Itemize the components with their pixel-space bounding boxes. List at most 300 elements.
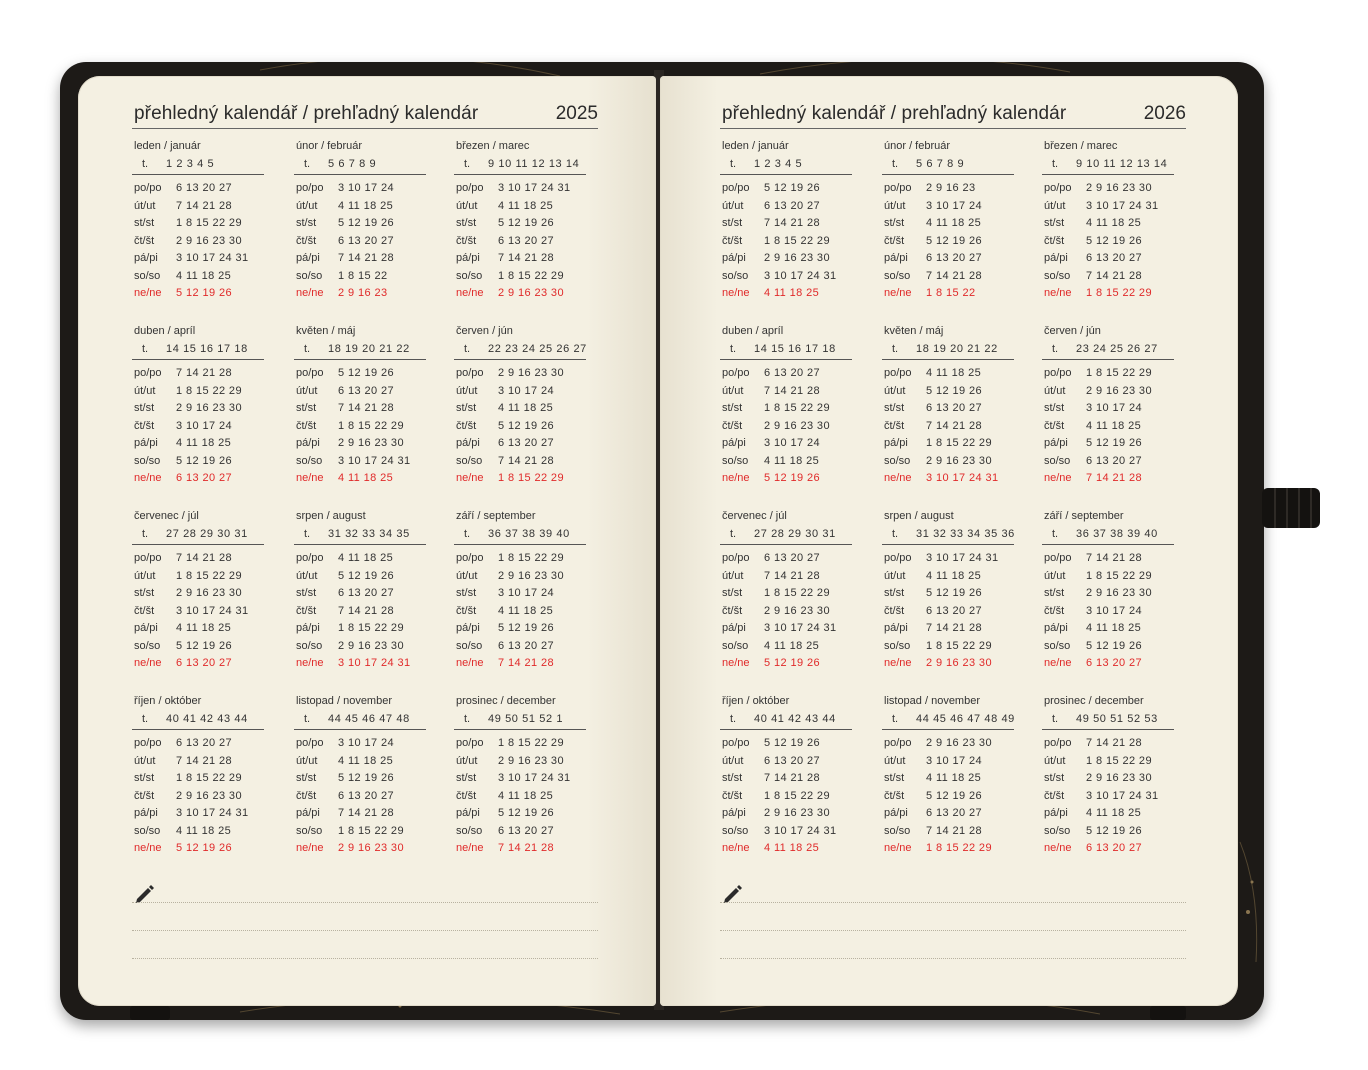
day-numbers: 7 14 21 28 [926,622,982,634]
weekday-row [1042,383,1182,400]
day-numbers: 3 10 17 24 31 [926,552,999,564]
day-numbers: 2 9 16 23 30 [498,754,564,767]
weekday-label: pá/pi [134,807,158,819]
day-numbers: 7 14 21 28 [926,269,982,282]
sunday-row [132,840,272,857]
weekday-row [1042,418,1182,435]
day-numbers: 1 8 15 22 29 [764,234,830,247]
sunday-row [294,285,434,302]
weekday-row [294,735,434,752]
weekday-row [132,585,272,602]
day-numbers: 6 13 20 27 [764,552,820,564]
weekday-row [882,383,1022,400]
weekday-label: út/ut [1044,199,1066,212]
day-numbers: 2 9 16 23 30 [926,737,992,749]
weekday-label: ne/ne [884,842,912,854]
weekday-row [1042,453,1182,470]
day-numbers: 3 10 17 24 [338,182,394,194]
month-name: duben / apríl [722,325,784,337]
weekday-label: po/po [134,737,162,749]
day-numbers: 2 9 16 23 30 [926,454,992,467]
day-numbers: 6 13 20 27 [338,384,394,397]
day-numbers: 6 13 20 27 [498,639,554,652]
day-numbers: 3 10 17 24 [926,199,982,212]
day-numbers: 6 13 20 27 [498,234,554,247]
weekday-row [1042,568,1182,585]
day-numbers: 5 12 19 26 [926,587,982,599]
month-name: leden / január [722,140,789,152]
weekday-label: ne/ne [456,842,484,854]
day-numbers: 5 12 19 26 [176,639,232,652]
week-label: t. [1052,528,1059,540]
month-block [294,695,442,865]
weekday-label: po/po [296,367,324,379]
weekday-label: ne/ne [296,657,324,669]
weekday-label: út/ut [456,384,478,397]
month-name: květen / máj [884,325,944,337]
page-title: přehledný kalendář / prehľadný kalendár [722,103,1067,124]
weekday-row [454,418,594,435]
weekday-label: ne/ne [1044,657,1072,669]
weekday-row [882,268,1022,285]
weekday-label: ne/ne [134,472,162,484]
day-numbers: 1 8 15 22 29 [498,552,564,564]
sunday-row [1042,840,1182,857]
month-name: březen / marec [1044,140,1118,152]
day-numbers: 3 10 17 24 31 [498,182,571,194]
day-numbers: 2 9 16 23 30 [764,807,830,819]
weekday-label: pá/pi [1044,437,1068,449]
day-numbers: 4 11 18 25 [764,287,820,299]
weekday-label: so/so [722,824,749,837]
week-label: t. [304,528,311,540]
weekday-row [132,638,272,655]
month-name: březen / marec [456,140,530,152]
sunday-row [1042,470,1182,487]
weekday-label: pá/pi [722,622,746,634]
weekday-row [294,568,434,585]
weekday-row [294,823,434,840]
weekday-label: po/po [884,367,912,379]
weekday-row [720,620,860,637]
week-numbers: 40 41 42 43 44 [754,713,836,725]
weekday-row [294,400,434,417]
weekday-row [720,735,860,752]
band-rib [1298,488,1300,528]
weekday-label: po/po [296,737,324,749]
weekday-label: st/st [456,772,477,784]
weekday-row [882,215,1022,232]
day-numbers: 4 11 18 25 [926,217,982,229]
weekday-row [720,805,860,822]
month-name: červen / jún [1044,325,1101,337]
week-label: t. [892,713,899,725]
day-numbers: 4 11 18 25 [498,402,554,414]
note-line [132,930,598,931]
weekday-label: čt/št [456,419,477,432]
day-numbers: 5 12 19 26 [498,807,554,819]
sunday-row [454,285,594,302]
weekday-label: po/po [722,552,750,564]
weekday-label: út/ut [134,754,156,767]
day-numbers: 2 9 16 23 30 [176,234,242,247]
sunday-row [882,655,1022,672]
sunday-row [720,840,860,857]
weekday-row [132,805,272,822]
weekday-row [454,198,594,215]
weekday-label: st/st [296,587,317,599]
weekday-row [720,453,860,470]
weekday-label: po/po [296,182,324,194]
weekday-row [454,383,594,400]
weekday-row [882,638,1022,655]
weekday-row [454,268,594,285]
week-label: t. [730,528,737,540]
sunday-row [454,655,594,672]
notes-area[interactable] [132,882,598,972]
day-numbers: 7 14 21 28 [176,754,232,767]
weekday-label: pá/pi [456,622,480,634]
weekday-label: so/so [296,639,323,652]
weekday-row [294,268,434,285]
week-numbers: 18 19 20 21 22 [328,343,410,355]
week-numbers-row [1042,711,1174,730]
weekday-label: st/st [722,402,743,414]
pencil-icon [134,882,156,904]
weekday-label: pá/pi [296,622,320,634]
weekday-label: ne/ne [722,287,750,299]
day-numbers: 5 12 19 26 [498,622,554,634]
day-numbers: 3 10 17 24 [1086,402,1142,414]
week-numbers: 23 24 25 26 27 [1076,343,1158,355]
weekday-row [720,400,860,417]
week-numbers-row [132,711,264,730]
weekday-label: út/ut [296,199,318,212]
weekday-label: čt/št [296,419,317,432]
weekday-row [454,805,594,822]
week-numbers-row [882,156,1014,175]
month-block [1042,695,1190,865]
week-numbers-row [720,711,852,730]
weekday-label: po/po [884,737,912,749]
weekday-label: út/ut [296,384,318,397]
day-numbers: 4 11 18 25 [176,824,232,837]
weekday-label: po/po [1044,367,1072,379]
week-numbers-row [882,341,1014,360]
weekday-row [454,603,594,620]
day-numbers: 1 8 15 22 29 [926,437,992,449]
weekday-row [132,453,272,470]
weekday-label: čt/št [884,419,905,432]
month-name: červenec / júl [722,510,787,522]
weekday-label: po/po [1044,182,1072,194]
week-numbers: 49 50 51 52 53 [1076,713,1158,725]
weekday-label: pá/pi [456,252,480,264]
weekday-label: po/po [134,552,162,564]
weekday-row [454,735,594,752]
weekday-row [454,638,594,655]
weekday-row [132,788,272,805]
week-numbers-row [720,156,852,175]
week-numbers: 18 19 20 21 22 [916,343,998,355]
weekday-row [132,233,272,250]
weekday-label: út/ut [722,569,744,582]
day-numbers: 4 11 18 25 [1086,622,1142,634]
week-label: t. [892,343,899,355]
weekday-label: pá/pi [722,252,746,264]
weekday-row [882,550,1022,567]
week-numbers: 9 10 11 12 13 14 [1076,158,1168,170]
week-numbers: 5 6 7 8 9 [328,158,377,170]
weekday-row [882,753,1022,770]
weekday-row [882,603,1022,620]
week-numbers: 27 28 29 30 31 [754,528,836,540]
day-numbers: 1 8 15 22 29 [338,622,404,634]
weekday-row [1042,805,1182,822]
weekday-row [720,585,860,602]
day-numbers: 5 12 19 26 [498,419,554,432]
month-name: červen / jún [456,325,513,337]
weekday-row [720,383,860,400]
day-numbers: 5 12 19 26 [926,234,982,247]
week-numbers: 44 45 46 47 48 [328,713,410,725]
weekday-label: po/po [1044,552,1072,564]
weekday-label: so/so [884,639,911,652]
month-name: srpen / august [884,510,954,522]
weekday-row [720,788,860,805]
day-numbers: 2 9 16 23 30 [176,789,242,802]
weekday-row [132,268,272,285]
weekday-row [882,805,1022,822]
weekday-label: čt/št [456,789,477,802]
sunday-row [1042,285,1182,302]
weekday-row [882,418,1022,435]
day-numbers: 3 10 17 24 31 [926,472,999,484]
sunday-row [720,285,860,302]
weekday-row [454,550,594,567]
day-numbers: 2 9 16 23 30 [176,402,242,414]
day-numbers: 1 8 15 22 29 [176,569,242,582]
day-numbers: 4 11 18 25 [926,569,982,582]
weekday-label: st/st [722,772,743,784]
weekday-row [294,418,434,435]
month-block [132,140,280,310]
weekday-row [132,620,272,637]
weekday-row [294,198,434,215]
day-numbers: 6 13 20 27 [176,737,232,749]
weekday-label: st/st [884,587,905,599]
week-numbers-row [454,156,586,175]
weekday-label: čt/št [884,789,905,802]
weekday-row [882,198,1022,215]
day-numbers: 2 9 16 23 30 [498,287,564,299]
weekday-label: pá/pi [1044,252,1068,264]
weekday-row [132,383,272,400]
weekday-row [882,435,1022,452]
weekday-row [132,400,272,417]
week-label: t. [730,713,737,725]
week-numbers-row [294,341,426,360]
weekday-row [1042,585,1182,602]
weekday-label: st/st [1044,772,1065,784]
weekday-row [720,365,860,382]
weekday-label: ne/ne [296,842,324,854]
day-numbers: 3 10 17 24 [498,587,554,599]
weekday-row [882,823,1022,840]
week-numbers-row [294,711,426,730]
weekday-label: ne/ne [134,842,162,854]
weekday-row [882,620,1022,637]
sunday-row [720,655,860,672]
weekday-label: po/po [456,552,484,564]
week-label: t. [464,528,471,540]
week-numbers: 1 2 3 4 5 [754,158,803,170]
pencil-icon [722,882,744,904]
weekday-row [1042,638,1182,655]
weekday-label: út/ut [456,569,478,582]
weekday-label: st/st [1044,217,1065,229]
week-label: t. [142,713,149,725]
sunday-row [882,840,1022,857]
day-numbers: 5 12 19 26 [764,737,820,749]
weekday-label: pá/pi [296,807,320,819]
weekday-label: so/so [456,824,483,837]
weekday-row [294,770,434,787]
weekday-label: čt/št [722,604,743,617]
week-label: t. [730,158,737,170]
day-numbers: 3 10 17 24 31 [338,657,411,669]
day-numbers: 6 13 20 27 [764,367,820,379]
day-numbers: 7 14 21 28 [1086,269,1142,282]
month-name: říjen / október [722,695,790,707]
weekday-row [1042,400,1182,417]
day-numbers: 2 9 16 23 30 [176,587,242,599]
weekday-row [454,435,594,452]
weekday-row [1042,365,1182,382]
weekday-label: ne/ne [1044,287,1072,299]
week-numbers: 14 15 16 17 18 [754,343,836,355]
weekday-label: st/st [134,772,155,784]
day-numbers: 6 13 20 27 [176,657,232,669]
weekday-label: ne/ne [884,472,912,484]
day-numbers: 4 11 18 25 [176,269,232,282]
day-numbers: 1 8 15 22 29 [926,639,992,652]
weekday-label: st/st [134,587,155,599]
weekday-row [294,753,434,770]
day-numbers: 4 11 18 25 [764,842,820,854]
day-numbers: 5 12 19 26 [176,454,232,467]
month-block [1042,140,1190,310]
weekday-row [882,735,1022,752]
note-line [720,958,1186,959]
day-numbers: 4 11 18 25 [338,199,394,212]
day-numbers: 4 11 18 25 [338,552,394,564]
month-name: září / september [1044,510,1124,522]
day-numbers: 4 11 18 25 [764,639,820,652]
day-numbers: 6 13 20 27 [176,472,232,484]
day-numbers: 5 12 19 26 [338,217,394,229]
weekday-row [720,180,860,197]
month-block [882,325,1030,495]
weekday-row [454,753,594,770]
weekday-row [720,550,860,567]
day-numbers: 4 11 18 25 [176,622,232,634]
day-numbers: 5 12 19 26 [1086,437,1142,449]
week-numbers: 9 10 11 12 13 14 [488,158,580,170]
weekday-label: pá/pi [134,437,158,449]
weekday-label: po/po [722,737,750,749]
weekday-row [1042,788,1182,805]
weekday-label: pá/pi [722,807,746,819]
weekday-row [454,585,594,602]
week-label: t. [730,343,737,355]
weekday-label: čt/št [134,789,155,802]
weekday-row [294,365,434,382]
weekday-row [132,365,272,382]
week-label: t. [142,528,149,540]
week-label: t. [892,528,899,540]
weekday-row [132,180,272,197]
weekday-row [882,365,1022,382]
weekday-row [454,180,594,197]
weekday-label: čt/št [884,234,905,247]
week-numbers: 49 50 51 52 1 [488,713,564,725]
weekday-row [454,620,594,637]
weekday-row [454,400,594,417]
month-block [132,510,280,680]
week-numbers-row [454,526,586,545]
weekday-row [882,568,1022,585]
month-block [720,510,868,680]
weekday-label: út/ut [884,754,906,767]
day-numbers: 1 8 15 22 29 [338,824,404,837]
note-line [132,958,598,959]
weekday-row [132,603,272,620]
month-name: květen / máj [296,325,356,337]
weekday-row [1042,620,1182,637]
day-numbers: 7 14 21 28 [926,419,982,432]
month-name: říjen / október [134,695,202,707]
day-numbers: 6 13 20 27 [1086,657,1142,669]
weekday-row [454,823,594,840]
weekday-label: so/so [134,639,161,652]
weekday-row [294,585,434,602]
weekday-label: po/po [456,737,484,749]
weekday-label: so/so [1044,269,1071,282]
weekday-row [1042,550,1182,567]
weekday-row [1042,250,1182,267]
weekday-label: čt/št [296,234,317,247]
weekday-label: čt/št [1044,604,1065,617]
week-numbers-row [720,341,852,360]
day-numbers: 3 10 17 24 31 [764,824,837,837]
weekday-row [1042,198,1182,215]
weekday-label: so/so [296,454,323,467]
weekday-row [1042,180,1182,197]
weekday-label: pá/pi [1044,622,1068,634]
bookmark-ribbon [1150,1006,1186,1020]
notes-area[interactable] [720,882,1186,972]
week-numbers: 5 6 7 8 9 [916,158,965,170]
day-numbers: 4 11 18 25 [1086,217,1142,229]
day-numbers: 5 12 19 26 [176,287,232,299]
day-numbers: 7 14 21 28 [926,824,982,837]
day-numbers: 4 11 18 25 [1086,419,1142,432]
weekday-label: so/so [134,269,161,282]
day-numbers: 2 9 16 23 30 [764,419,830,432]
week-numbers: 22 23 24 25 26 27 [488,343,587,355]
weekday-label: út/ut [722,384,744,397]
